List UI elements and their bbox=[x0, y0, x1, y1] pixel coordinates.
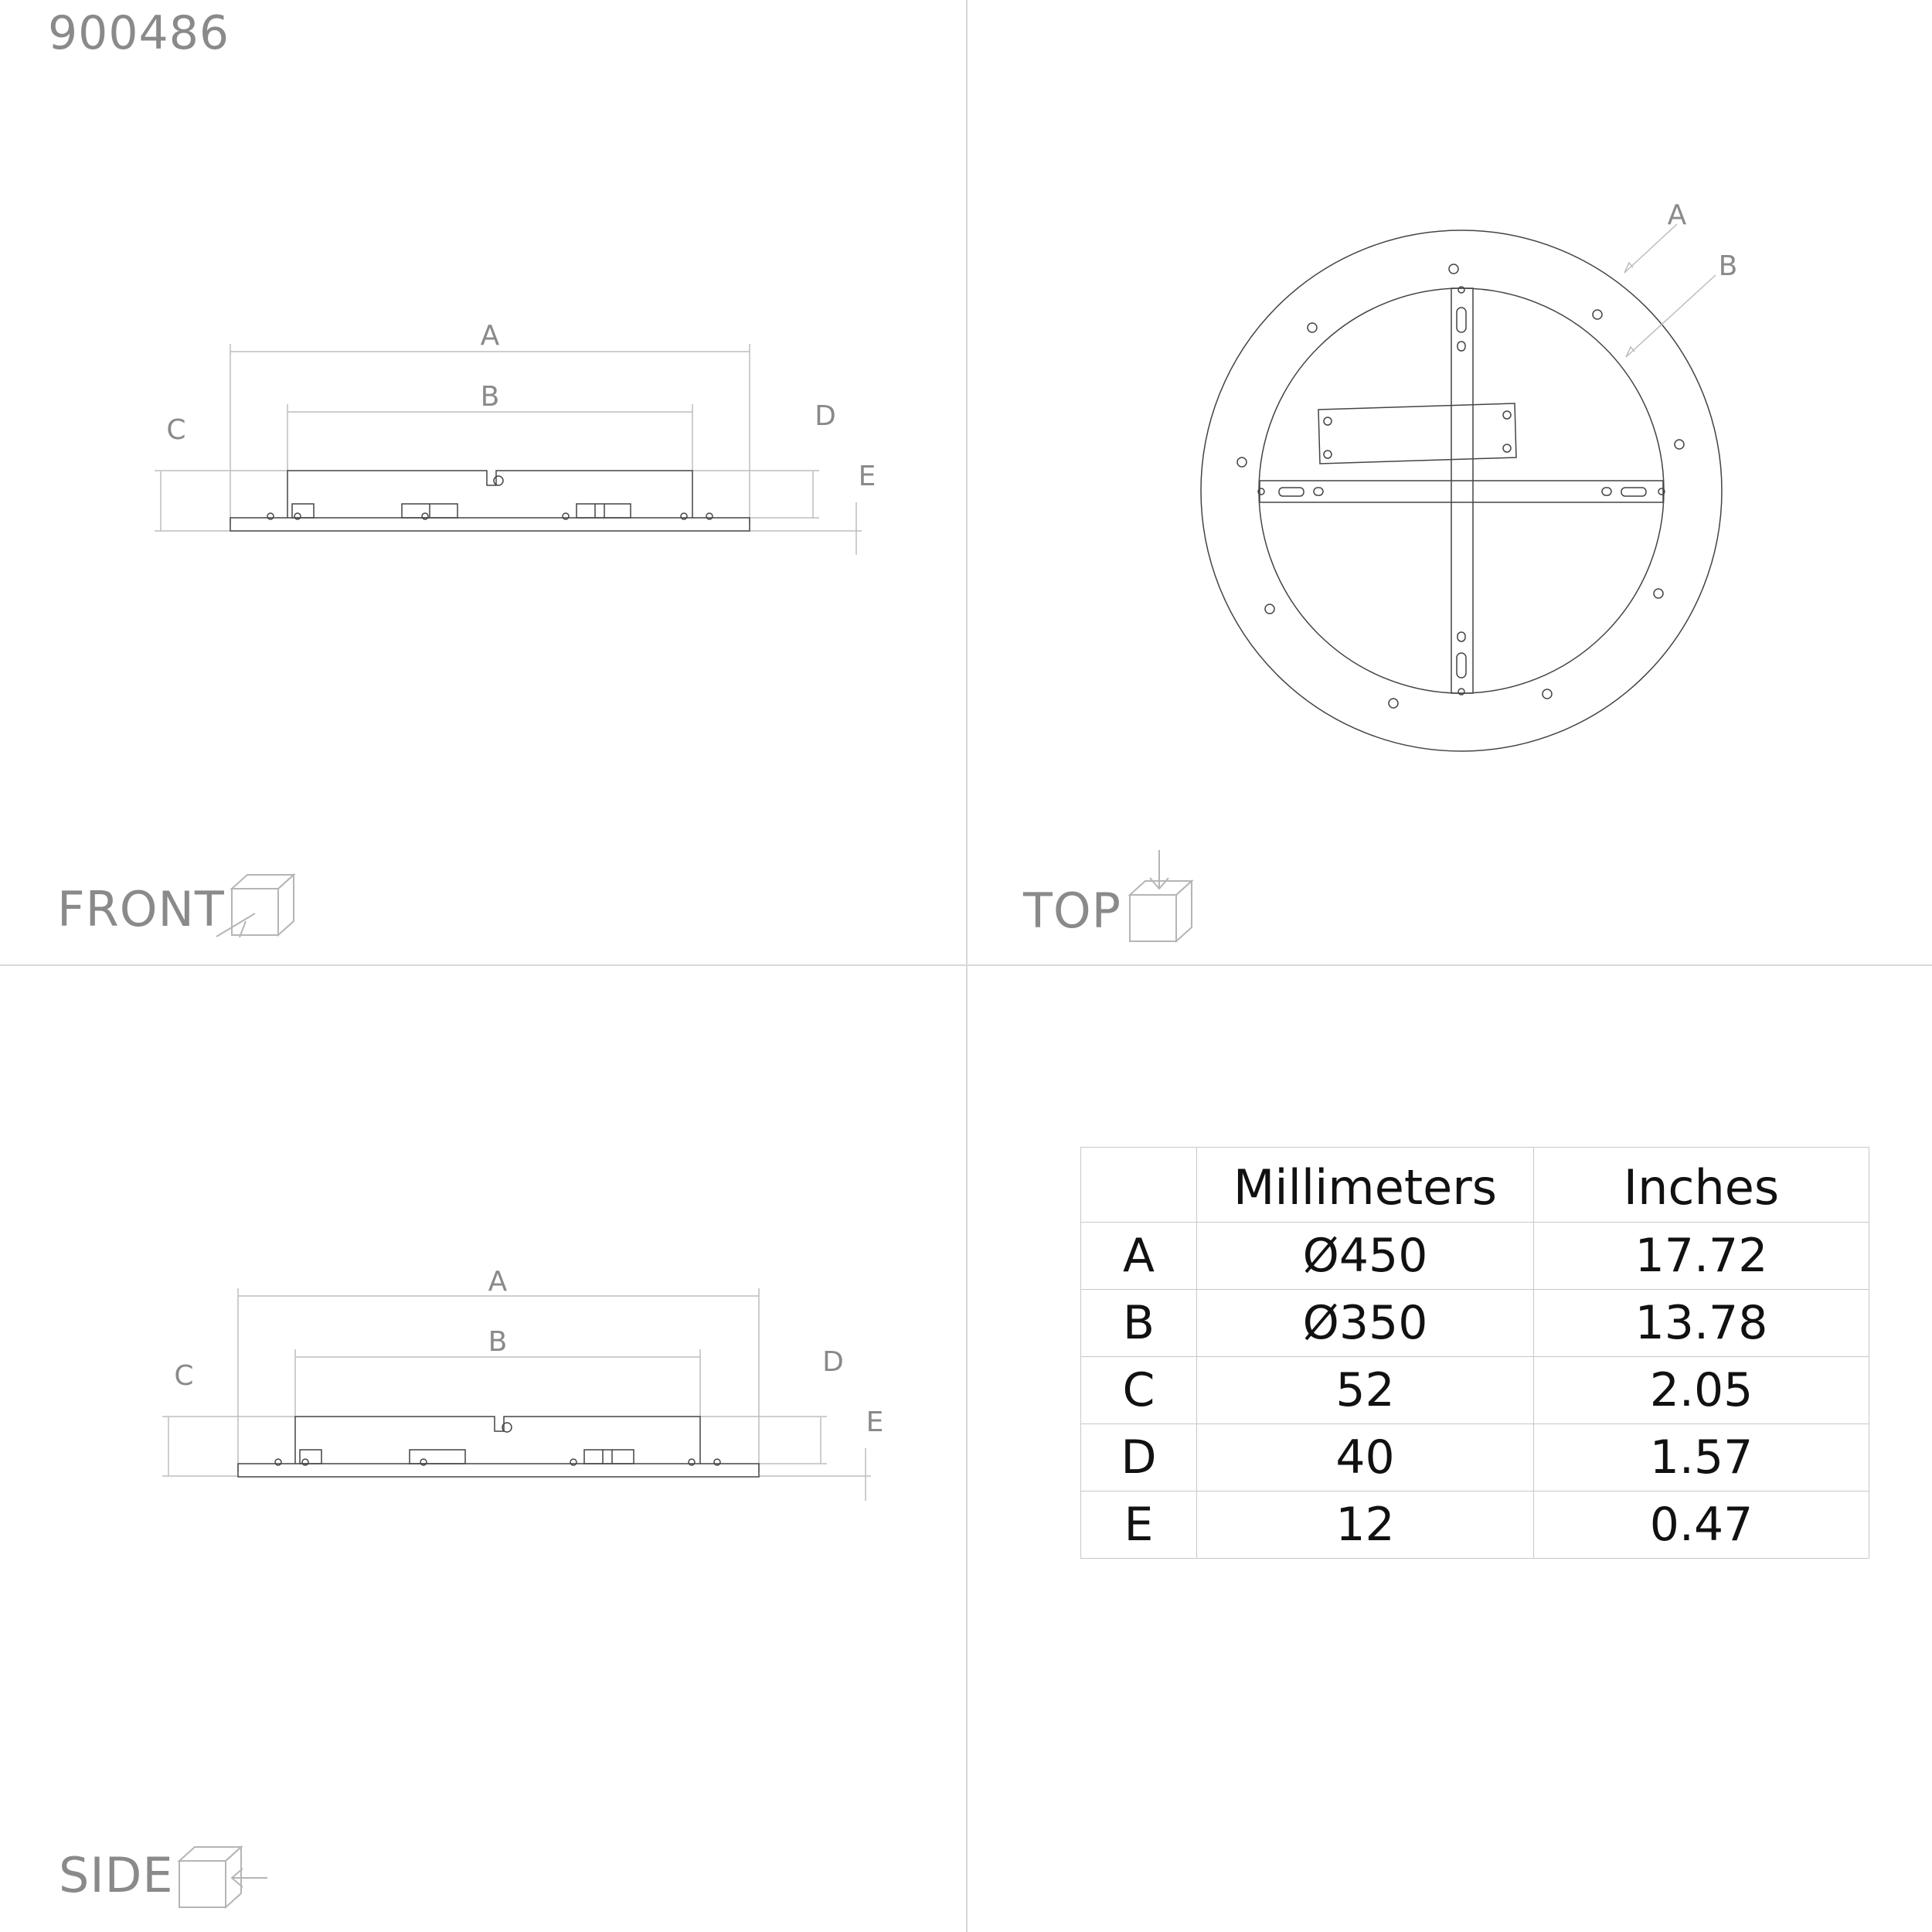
table-header-millimeters: Millimeters bbox=[1197, 1148, 1534, 1223]
table-row bbox=[1081, 1357, 1869, 1424]
table-row bbox=[1081, 1290, 1869, 1357]
side-dim-a-label: A bbox=[488, 1266, 508, 1298]
product-code: 900486 bbox=[48, 6, 230, 60]
row-in: 2.05 bbox=[1534, 1357, 1869, 1424]
side-dim-b-label: B bbox=[488, 1326, 508, 1358]
row-in: 0.47 bbox=[1534, 1492, 1869, 1559]
row-key: A bbox=[1081, 1223, 1197, 1290]
top-dim-b-label: B bbox=[1718, 250, 1738, 282]
table-row bbox=[1081, 1223, 1869, 1290]
side-dim-d-label: D bbox=[822, 1346, 844, 1378]
row-in: 17.72 bbox=[1534, 1223, 1869, 1290]
row-mm: 52 bbox=[1197, 1357, 1534, 1424]
front-dim-e-label: E bbox=[858, 461, 876, 492]
row-in: 1.57 bbox=[1534, 1424, 1869, 1492]
table-header-inches: Inches bbox=[1534, 1148, 1869, 1223]
side-dim-c-label: C bbox=[174, 1360, 194, 1392]
top-dim-a-label: A bbox=[1667, 199, 1687, 231]
top-view-label: TOP bbox=[1023, 883, 1122, 939]
row-key: B bbox=[1081, 1290, 1197, 1357]
front-dim-b-label: B bbox=[480, 381, 500, 413]
row-key: E bbox=[1081, 1492, 1197, 1559]
dimensions-table bbox=[1080, 1147, 1869, 1559]
front-dim-c-label: C bbox=[166, 414, 186, 446]
row-mm: 40 bbox=[1197, 1424, 1534, 1492]
table-row bbox=[1081, 1424, 1869, 1492]
row-mm: Ø450 bbox=[1197, 1223, 1534, 1290]
table-header-key bbox=[1081, 1148, 1197, 1223]
front-dim-a-label: A bbox=[480, 320, 500, 352]
front-view-label: FRONT bbox=[57, 881, 225, 937]
row-key: C bbox=[1081, 1357, 1197, 1424]
front-dim-d-label: D bbox=[815, 400, 836, 432]
row-mm: 12 bbox=[1197, 1492, 1534, 1559]
table-header-row bbox=[1081, 1148, 1869, 1223]
side-view-label: SIDE bbox=[59, 1847, 174, 1903]
row-key: D bbox=[1081, 1424, 1197, 1492]
row-in: 13.78 bbox=[1534, 1290, 1869, 1357]
table-row bbox=[1081, 1492, 1869, 1559]
row-mm: Ø350 bbox=[1197, 1290, 1534, 1357]
side-dim-e-label: E bbox=[866, 1406, 884, 1438]
